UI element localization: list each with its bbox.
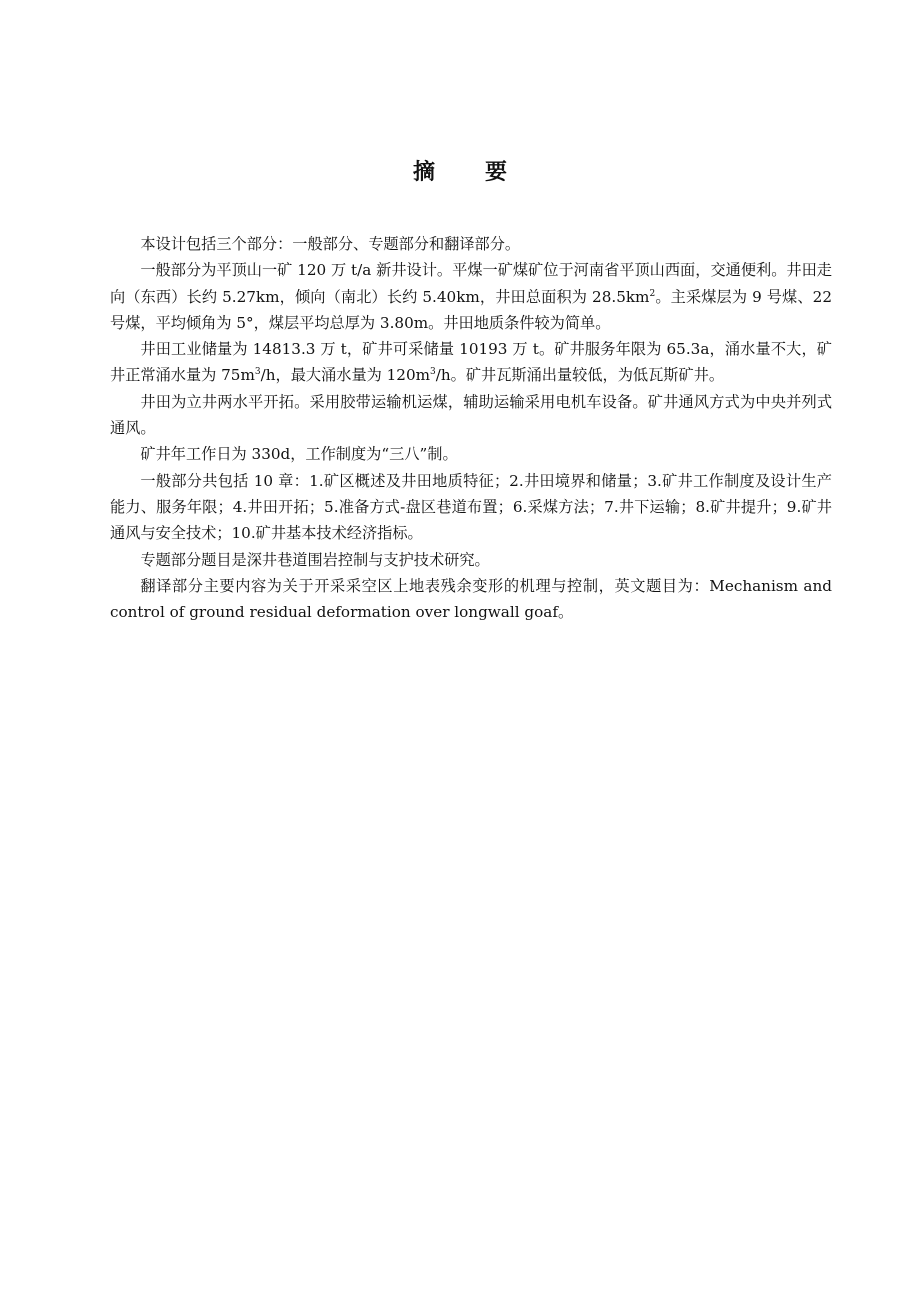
paragraph-special-topic: 专题部分题目是深井巷道围岩控制与支护技术研究。: [140, 550, 490, 569]
paragraph-reserves-part3: /h。矿井瓦斯涌出量较低，为低瓦斯矿井。: [435, 366, 725, 385]
paragraph-general-design-part1: 一般部分为平顶山一矿 120 万 t/a 新井设计。平煤一矿煤矿位于河南省平顶山西面，交通便利。井田走向（东西）长约 5.27km，倾向（南北）长约 5.40km，井田总面积为 28.5km: [110, 261, 832, 306]
paragraph-development: 井田为立井两水平开拓。采用胶带运输机运煤，辅助运输采用电机车设备。矿井通风方式为中央并列式通风。: [110, 392, 832, 438]
volume-unit-superscript-1: 3: [254, 367, 261, 378]
paragraph-overview: 本设计包括三个部分：一般部分、专题部分和翻译部分。: [140, 235, 521, 253]
volume-unit-superscript-2: 3: [430, 367, 436, 378]
paragraph-reserves-part1: 井田工业储量为 14813.3 万 t，矿井可采储量 10193 万 t。矿井服务年限为 65.3a，涌水量不大，矿井正常涌水量为 75m: [110, 340, 832, 385]
paragraph-reserves-part2: /h，最大涌水量为 120m: [260, 366, 431, 385]
abstract-body: [110, 231, 832, 625]
paragraph-work-schedule: 矿井年工作日为 330d，工作制度为“三八”制。: [140, 445, 458, 464]
abstract-title: 摘 要: [412, 159, 521, 185]
paragraph-general-design-part2: 。主采煤层为 9 号煤、22 号煤，平均倾角为 5°，煤层平均总厚为 3.80m。井田地质条件较为简单。: [110, 287, 832, 332]
paragraph-reserves: [110, 336, 832, 389]
area-unit-superscript: 2: [649, 288, 656, 299]
paragraph-general-design: [110, 257, 832, 336]
paragraph-chapters: 一般部分共包括 10 章：1.矿区概述及井田地质特征；2.井田境界和储量；3.矿井工作制度及设计生产能力、服务年限；4.井田开拓；5.准备方式-盘区巷道布置；6.采煤方法；7.井下运输；8.矿井提升；9.矿井通风与安全技术；10.矿井基本技术经济指标。: [110, 471, 832, 543]
paragraph-translation: 翻译部分主要内容为关于开采采空区上地表残余变形的机理与控制，英文题目为：Mechanism and control of ground residual deformation over longwall goaf。: [110, 576, 832, 622]
